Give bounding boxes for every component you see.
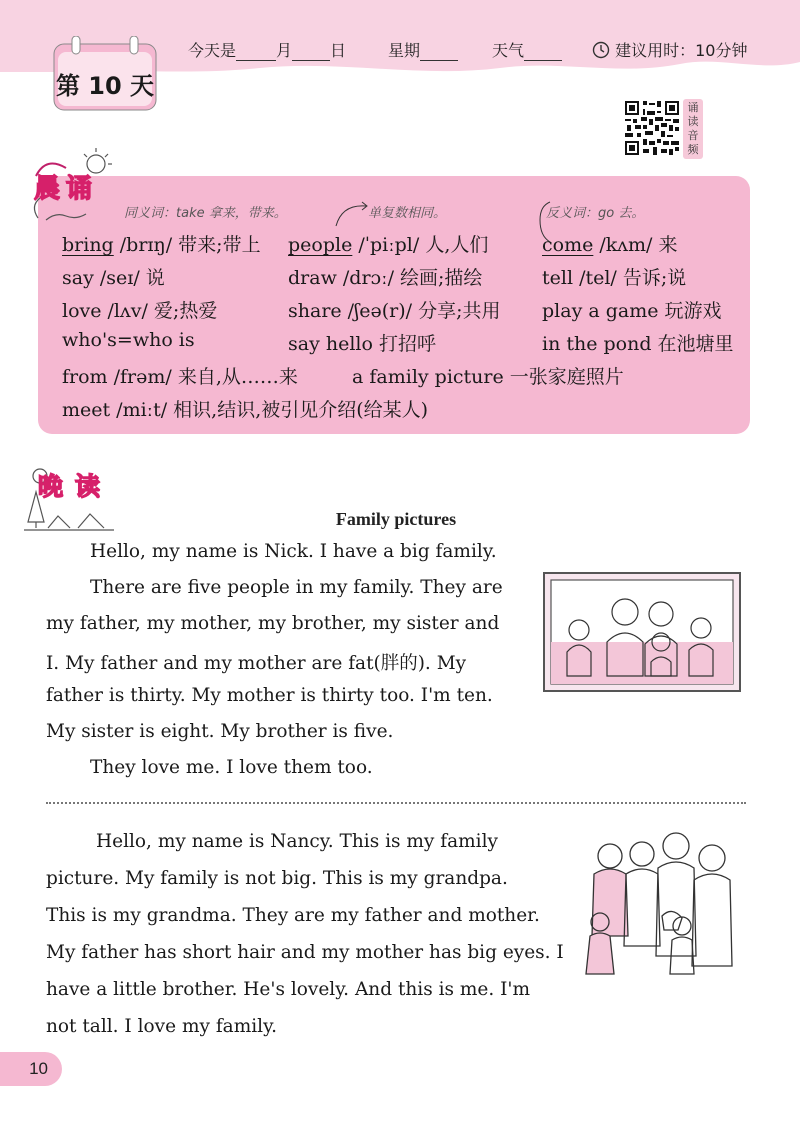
vocab-share: share /ʃeə(r)/ 分享;共用 [288, 300, 501, 322]
date-field [188, 38, 346, 61]
family-photo-illustration [543, 572, 741, 692]
weather-label: 天气 [492, 41, 525, 60]
qr-code[interactable] [623, 99, 681, 157]
passage2-line-3: This is my grandma. They are my father and mother. [46, 905, 540, 926]
passage1-line-1: Hello, my name is Nick. I have a big family. [90, 541, 497, 562]
passage2-line-4: My father has short hair and my mother has big eyes. I [46, 942, 564, 963]
vocab-play-a-game: play a game 玩游戏 [542, 300, 722, 322]
weekday-label: 星期 [388, 41, 421, 60]
passage1-line-5: father is thirty. My mother is thirty too. I'm ten. [46, 685, 493, 706]
vocab-draw: draw /drɔː/ 绘画;描绘 [288, 267, 483, 289]
passage2-line-6: not tall. I love my family. [46, 1016, 277, 1037]
story-title: Family pictures [335, 509, 457, 529]
page-number: 10 [0, 1052, 62, 1086]
passage2-line-5: have a little brother. He's lovely. And this is me. I'm [46, 979, 531, 1000]
passage1-line-6: My sister is eight. My brother is five. [46, 721, 394, 742]
vocab-bring: bring /brɪŋ/ 带来;带上 [62, 234, 261, 256]
passage2-line-1: Hello, my name is Nancy. This is my family [96, 831, 498, 852]
passage1-line-7: They love me. I love them too. [90, 757, 373, 778]
vocab-family-picture: a family picture 一张家庭照片 [352, 366, 624, 388]
day-label: 第 10 天 [55, 72, 155, 100]
evening-read-title: 晚读 [38, 472, 113, 501]
clock-icon [592, 41, 610, 59]
note-bring: 同义词：take 拿来，带来。 [124, 206, 287, 221]
note-people: 单复数相同。 [368, 206, 447, 221]
vocab-in-the-pond: in the pond 在池塘里 [542, 333, 734, 355]
passage1-line-2: There are five people in my family. They are [90, 577, 503, 598]
suggested-time-text: 建议用时：10分钟 [615, 41, 748, 60]
vocab-tell: tell /tel/ 告诉;说 [542, 267, 687, 289]
vocab-from: from /frəm/ 来自,从……来 [62, 366, 298, 388]
weekday-blank[interactable] [420, 45, 458, 61]
vocab-come: come /kʌm/ 来 [542, 234, 678, 256]
arrow-icon [332, 198, 372, 228]
month-label: 月 [276, 41, 293, 60]
weather-blank[interactable] [524, 45, 562, 61]
morning-recite-title: 晨诵 [34, 174, 99, 204]
passage1-line-3: my father, my mother, my brother, my sister and [46, 613, 500, 634]
day-label-text: 日 [330, 41, 347, 60]
today-is-label: 今天是 [188, 41, 237, 60]
suggested-time [592, 38, 747, 61]
passage2-line-2: picture. My family is not big. This is my grandpa. [46, 868, 508, 889]
vocab-whos: who's=who is [62, 329, 195, 351]
vocab-people: people /ˈpiːpl/ 人,人们 [288, 234, 489, 256]
weather-field [492, 38, 562, 61]
vocab-meet: meet /miːt/ 相识,结识,被引见介绍(给某人) [62, 399, 429, 421]
day-blank[interactable] [292, 45, 330, 61]
month-blank[interactable] [236, 45, 276, 61]
vocab-say-hello: say hello 打招呼 [288, 333, 436, 355]
note-come: 反义词：go 去。 [546, 206, 645, 221]
vocab-love: love /lʌv/ 爱;热爱 [62, 300, 218, 322]
audio-label[interactable]: 诵读音频 [683, 99, 703, 159]
weekday-field [388, 38, 458, 61]
family-group-illustration [572, 826, 752, 988]
passage1-line-4: I. My father and my mother are fat(胖的). My [46, 653, 467, 674]
section-divider [46, 802, 746, 804]
vocab-say: say /seɪ/ 说 [62, 267, 165, 289]
